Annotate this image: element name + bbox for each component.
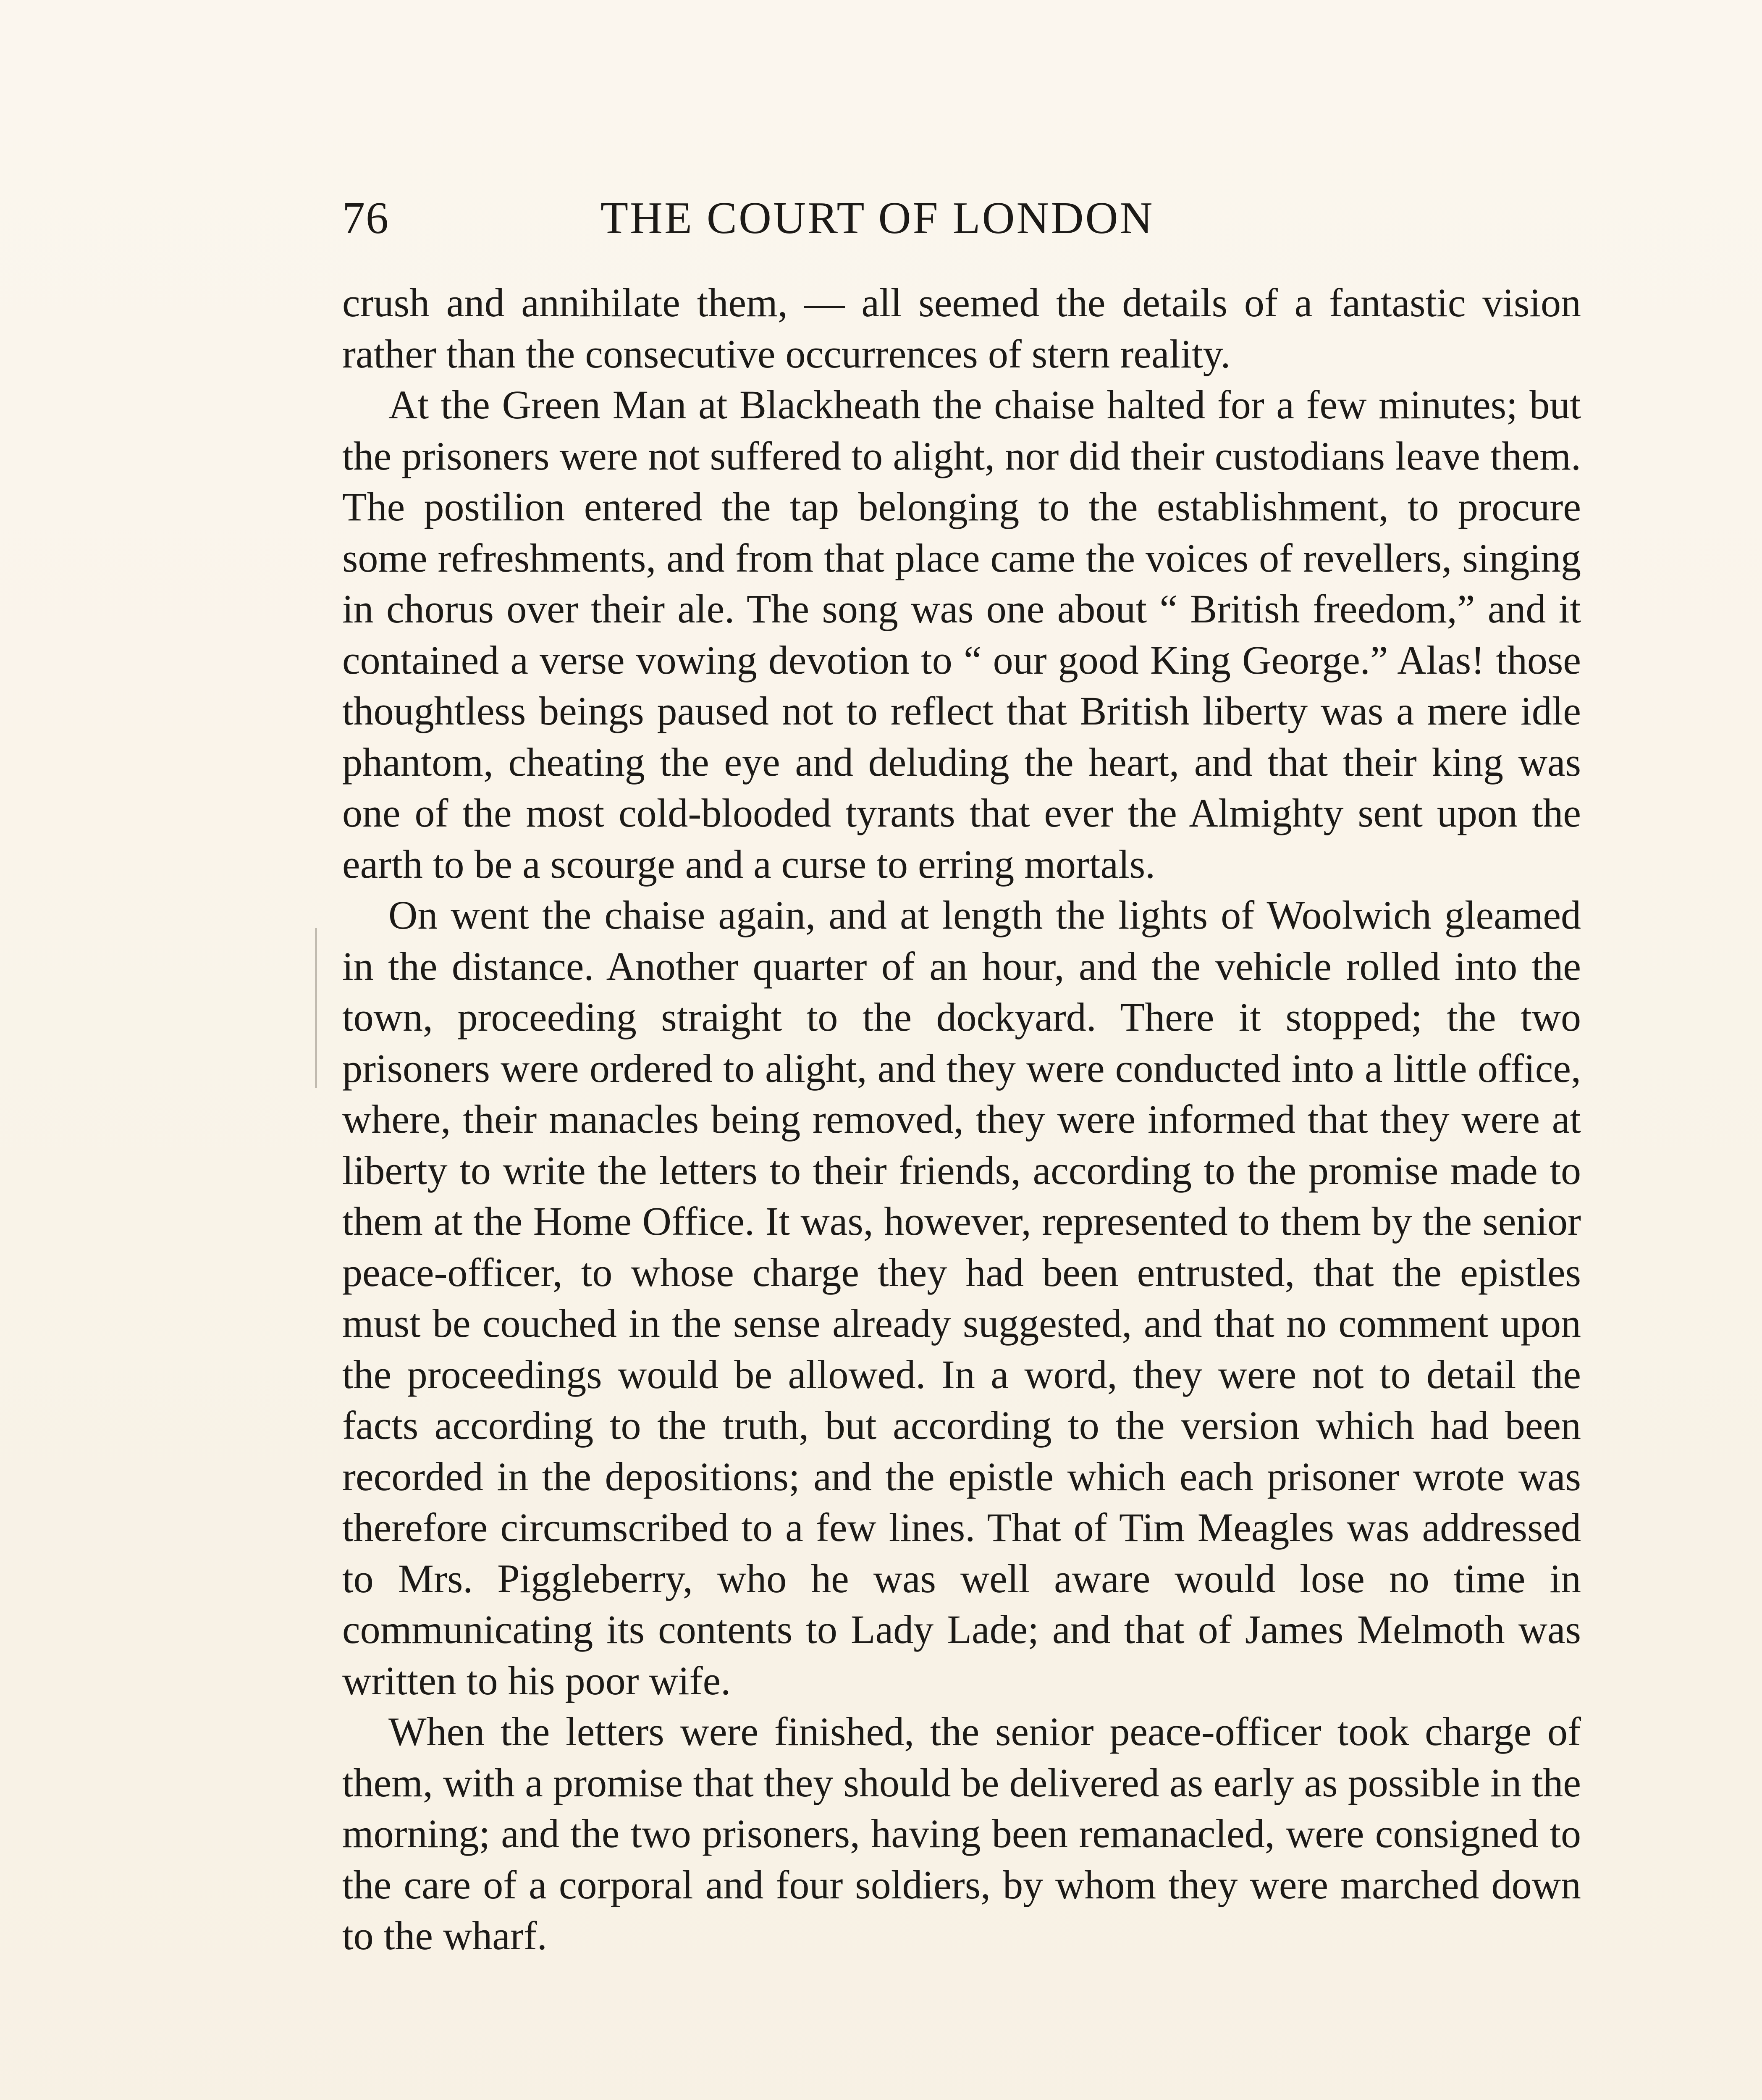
- page-header: [342, 181, 1581, 256]
- paragraph-blackheath: At the Green Man at Blackheath the chaise halted for a few minutes; but the prisoners were not suffered to alight, nor did their custodians leave them. The postilion entered the tap belonging to the establishment, to procure some refreshments, and from that place came the voices of revellers, singing in chorus over their ale. The song was one about “ British freedom,” and it contained a verse vowing devotion to “ our good King George.” Alas! those thoughtless beings paused not to reflect that British liberty was a mere idle phantom, cheating the eye and deluding the heart, and that their king was one of the most cold-blooded tyrants that ever the Almighty sent upon the earth to be a scourge and a curse to erring mortals.: [342, 382, 1581, 887]
- running-title: THE COURT OF LONDON: [600, 193, 1154, 243]
- page-number: 76: [342, 193, 389, 243]
- paragraph-letters-finished: When the letters were finished, the senior peace-officer took charge of them, with a promise that they should be delivered as early as possible in the morning; and the two prisoners, having been remanacled, were consigned to the care of a corporal and four soldiers, by whom they were marched down to the wharf.: [342, 1709, 1581, 1958]
- paragraph-woolwich: On went the chaise again, and at length the lights of Woolwich gleamed in the distance. Another quarter of an hour, and the vehicle rolled into the town, proceeding straight to the dockyard. There it stopped; the two prisoners were ordered to alight, and they were conducted into a little office, where, their manacles being removed, they were informed that they were at liberty to write the letters to their friends, according to the promise made to them at the Home Office. It was, however, represented to them by the senior peace-officer, to whose charge they had been entrusted, that the epistles must be couched in the sense already suggested, and that no comment upon the proceedings would be allowed. In a word, they were not to detail the facts according to the truth, but according to the version which had been recorded in the depositions; and the epistle which each prisoner wrote was therefore circumscribed to a few lines. That of Tim Meagles was addressed to Mrs. Piggleberry, who he was well aware would lose no time in communicating its contents to Lady Lade; and that of James Melmoth was written to his poor wife.: [342, 892, 1581, 1703]
- paragraph-continuation: crush and annihilate them, — all seemed the details of a fantastic vision rather than the consecutive occurrences of stern reality.: [342, 280, 1581, 376]
- body-text: [342, 277, 1581, 1961]
- margin-pencil-mark: [315, 928, 320, 1088]
